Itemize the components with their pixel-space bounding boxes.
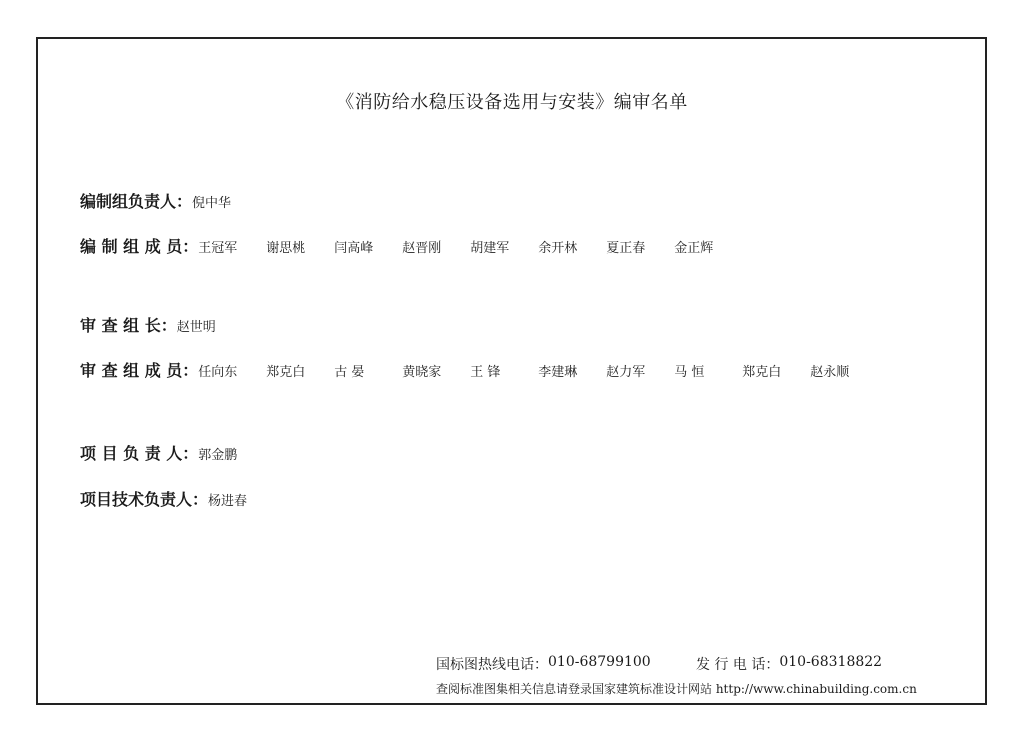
row-label: 项 目 负 责 人： [80,444,199,463]
publish-label: 发 行 电 话： [696,657,780,673]
person-name: 赵力军 [606,365,646,380]
row-technical-leader [80,487,247,510]
person-name: 金正辉 [674,241,714,256]
footer-phones [436,654,882,674]
row-compile-leader [80,189,231,212]
person-name: 郑克白 [742,365,782,380]
hotline-label: 国标图热线电话： [436,657,548,673]
row-label: 项目技术负责人： [80,490,209,509]
person-name: 郭金鹏 [198,448,238,463]
person-name: 马 恒 [674,365,705,380]
row-names [198,444,237,463]
person-name: 胡建军 [470,241,510,256]
person-name: 黄晓家 [402,365,442,380]
person-name: 李建琳 [538,365,578,380]
row-label: 编制组负责人： [80,192,193,211]
row-names [177,316,216,335]
document-title: 《消防给水稳压设备选用与安装》编审名单 [336,92,688,113]
person-name: 杨进春 [208,494,248,509]
row-label: 审 查 组 长： [80,316,177,335]
row-compile-members [80,234,713,257]
person-name: 郑克白 [266,365,306,380]
row-names [198,237,713,256]
person-name: 王冠军 [198,241,238,256]
publish-number: 010-68318822 [779,654,883,670]
row-label: 审 查 组 成 员： [80,361,199,380]
row-project-leader [80,441,237,464]
person-name: 任向东 [198,365,238,380]
hotline-number: 010-68799100 [548,654,651,670]
person-name: 古 晏 [334,365,365,380]
person-name: 夏正春 [606,241,646,256]
row-review-leader [80,313,216,336]
row-names [198,361,849,380]
person-name: 王 锋 [470,365,501,380]
person-name: 赵晋刚 [402,241,442,256]
footer-website: 查阅标准图集相关信息请登录国家建筑标准设计网站 http://www.chinabuilding.com.cn [436,682,917,696]
row-review-members [80,358,849,381]
person-name: 余开林 [538,241,578,256]
row-names [208,490,247,509]
row-names [192,192,231,211]
person-name: 倪中华 [192,196,232,211]
person-name: 谢思桃 [266,241,306,256]
person-name: 闫高峰 [334,241,374,256]
person-name: 赵世明 [176,320,216,335]
person-name: 赵永顺 [810,365,850,380]
row-label: 编 制 组 成 员： [80,237,199,256]
